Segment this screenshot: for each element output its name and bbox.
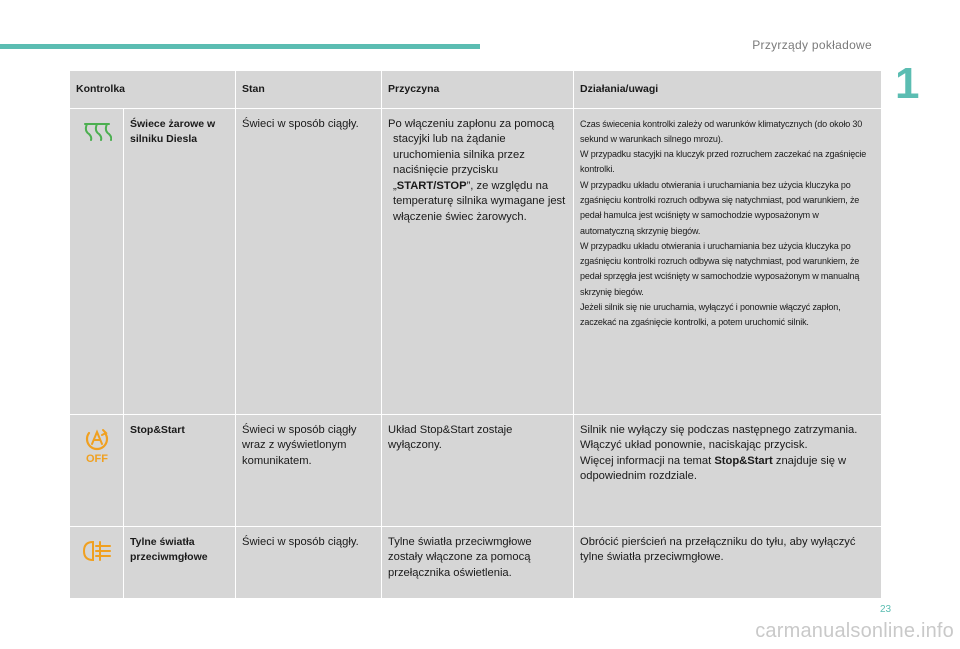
indicator-state: Świeci w sposób ciągły. [236, 108, 382, 414]
indicator-actions: Silnik nie wyłączy się podczas następnego zatrzymania. Włączyć układ ponownie, naciskając przycisk. Więcej informacji na temat Stop&Start znajduje się w odpowiednim rozdziale. [574, 414, 882, 526]
header-accent-bar [0, 44, 480, 49]
header-stan: Stan [236, 71, 382, 109]
header-przyczyna: Przyczyna [382, 71, 574, 109]
section-title: Przyrządy pokładowe [752, 38, 872, 52]
icon-cell [70, 526, 124, 598]
indicator-actions: Czas świecenia kontrolki zależy od warunków klimatycznych (do około 30 sekund w warunkach silnego mrozu). W przypadku stacyjki na kluczyk przed rozruchem zaczekać na zgaśnięcie kontrolki. W przypadku układu otwierania i uruchamiania bez użycia kluczyka po zgaśnięciu kontrolki rozruch odbywa się natychmiast, pod warunkiem, że pedał hamulca jest wciśnięty w samochodzie wyposażonym w automatyczną skrzynię biegów. W przypadku układu otwierania i uruchamiania bez użycia kluczyka po zgaśnięciu kontrolki rozruch odbywa się natychmiast, pod warunkiem, że pedał sprzęgła jest wciśnięty w samochodzie wyposażonym w manualną skrzynię biegów. Jeżeli silnik się nie uruchamia, wyłączyć i ponownie włączyć zapłon, zaczekać na zgaśnięcie kontrolki, a potem uruchomić silnik. [574, 108, 882, 414]
icon-cell [70, 108, 124, 414]
indicator-actions: Obrócić pierścień na przełączniku do tyłu, aby wyłączyć tylne światła przeciwmgłowe. [574, 526, 882, 598]
table-row [70, 108, 882, 414]
page-number: 23 [880, 604, 892, 615]
indicator-name: Świece żarowe w silniku Diesla [124, 108, 236, 414]
indicator-name: Stop&Start [124, 414, 236, 526]
indicator-state: Świeci w sposób ciągły. [236, 526, 382, 598]
off-label: OFF [85, 452, 108, 463]
header-dzialania: Działania/uwagi [574, 71, 882, 109]
table-row [70, 526, 882, 598]
icon-cell [70, 414, 124, 526]
header-kontrolka: Kontrolka [70, 71, 236, 109]
stop-start-off-icon [81, 427, 113, 463]
indicator-table [69, 70, 882, 599]
rear-fog-light-icon [81, 539, 113, 563]
indicator-name: Tylne światła przeciwmgłowe [124, 526, 236, 598]
chapter-number: 1 [895, 59, 920, 108]
indicator-cause: Po włączeniu zapłonu za pomocą stacyjki lub na żądanie uruchomienia silnika przez naciśnięcie przycisku „START/STOP”, ze względu na temperaturę silnika wymagane jest włączenie świec żarowych. [382, 108, 574, 414]
glow-plug-icon [82, 121, 112, 143]
indicator-cause: Tylne światła przeciwmgłowe zostały włączone za pomocą przełącznika oświetlenia. [382, 526, 574, 598]
table-row [70, 414, 882, 526]
watermark: carmanualsonline.info [755, 620, 954, 642]
indicator-state: Świeci w sposób ciągły wraz z wyświetlonym komunikatem. [236, 414, 382, 526]
table-header-row [70, 71, 882, 109]
indicator-cause: Układ Stop&Start zostaje wyłączony. [382, 414, 574, 526]
